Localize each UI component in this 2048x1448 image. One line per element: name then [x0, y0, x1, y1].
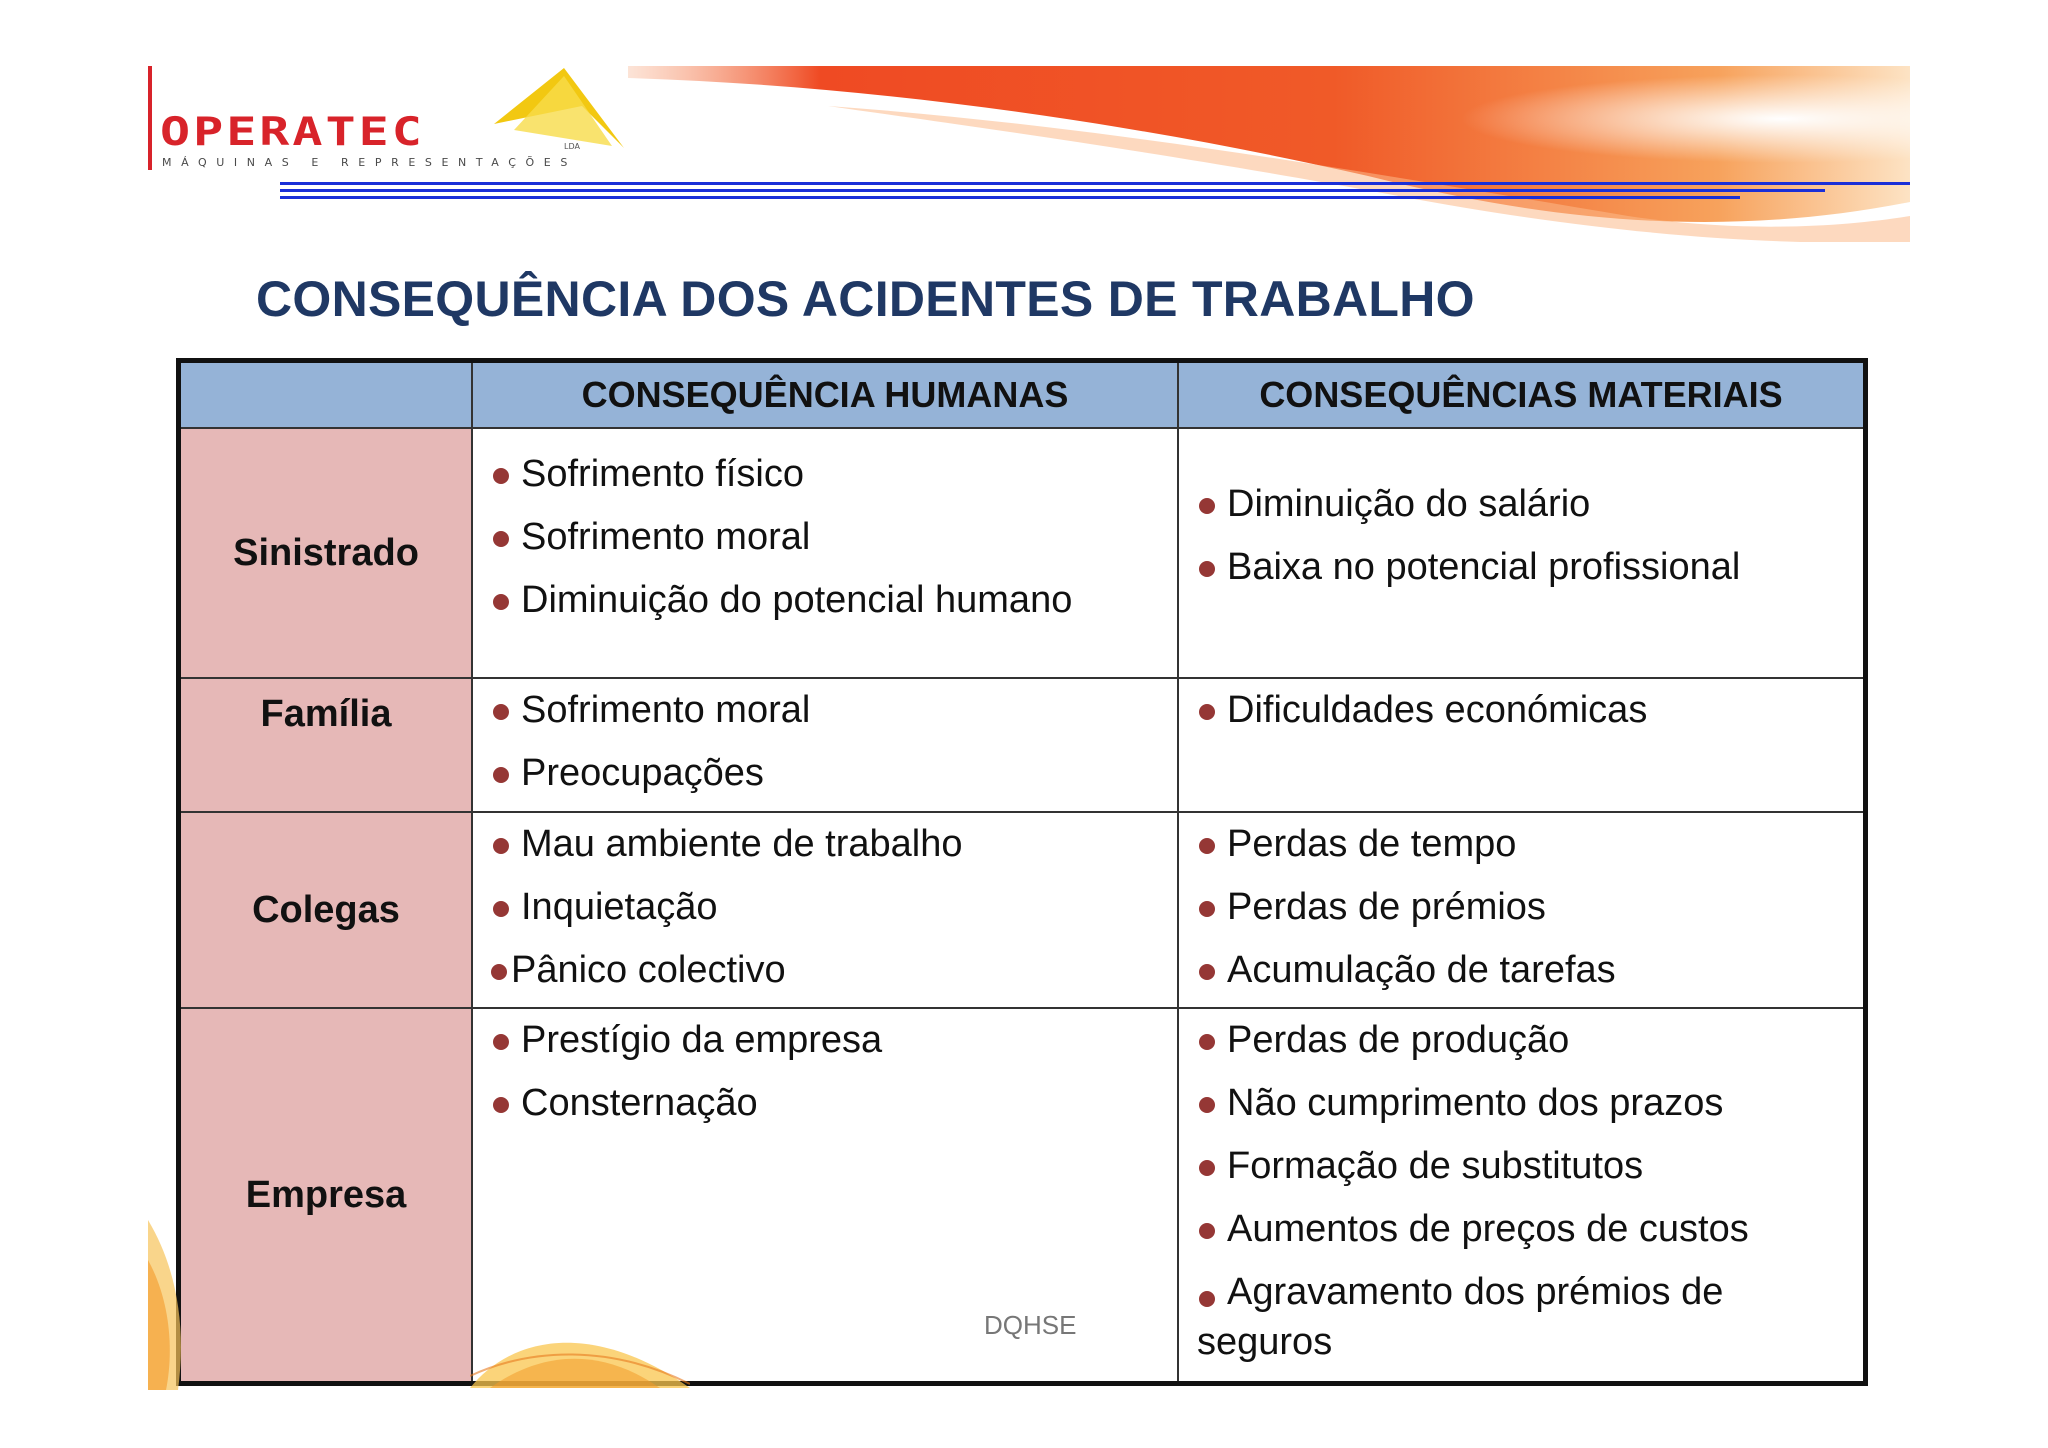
row-label-empresa: Empresa — [181, 1009, 473, 1381]
list-item: Inquietação — [491, 876, 1177, 939]
list-item: Diminuição do salário — [1197, 473, 1863, 536]
list-item: Dificuldades económicas — [1197, 679, 1863, 742]
row-label-sinistrado: Sinistrado — [181, 429, 473, 679]
list-item: Pânico colectivo — [491, 939, 1177, 1002]
cell-familia-materiais — [1179, 679, 1863, 813]
list-item: Acumulação de tarefas — [1197, 939, 1863, 1002]
cell-sinistrado-materiais — [1179, 429, 1863, 679]
logo-roof-icon — [494, 68, 624, 148]
logo-tagline: MÁQUINAS E REPRESENTAÇÕES — [162, 156, 577, 169]
logo-wordmark: OPERATEC — [160, 108, 425, 155]
footer-swoosh-left-graphic — [148, 1220, 188, 1390]
cell-sinistrado-humanas — [473, 429, 1179, 679]
list-item: Diminuição do potencial humano — [491, 569, 1177, 632]
cell-familia-humanas — [473, 679, 1179, 813]
table-header-materiais: CONSEQUÊNCIAS MATERIAIS — [1179, 363, 1863, 429]
header-swoosh-graphic — [628, 66, 1910, 242]
list-item: Mau ambiente de trabalho — [491, 813, 1177, 876]
list-item: Consternação — [491, 1072, 1177, 1135]
footer-tag: DQHSE — [984, 1310, 1077, 1340]
list-item: Prestígio da empresa — [491, 1009, 1177, 1072]
footer-swoosh-graphic — [470, 1318, 690, 1388]
list-item: Sofrimento moral — [491, 506, 1177, 569]
row-label-colegas: Colegas — [181, 813, 473, 1009]
list-item: Aumentos de preços de custos — [1197, 1198, 1863, 1261]
list-item: Perdas de prémios — [1197, 876, 1863, 939]
list-item: Formação de substitutos — [1197, 1135, 1863, 1198]
cell-empresa-materiais — [1179, 1009, 1863, 1381]
list-item: Baixa no potencial profissional — [1197, 536, 1863, 599]
company-logo — [160, 68, 630, 180]
list-item: Não cumprimento dos prazos — [1197, 1072, 1863, 1135]
table-header-humanas: CONSEQUÊNCIA HUMANAS — [473, 363, 1179, 429]
list-item: Preocupações — [491, 742, 1177, 805]
list-item: Sofrimento físico — [491, 443, 1177, 506]
table-header-empty — [181, 363, 473, 429]
header-blue-lines — [280, 180, 1910, 208]
list-item: Perdas de tempo — [1197, 813, 1863, 876]
slide-title: CONSEQUÊNCIA DOS ACIDENTES DE TRABALHO — [256, 271, 1475, 327]
cell-colegas-materiais — [1179, 813, 1863, 1009]
logo-accent-bar — [148, 66, 152, 170]
logo-suffix: LDA — [564, 142, 580, 151]
consequences-table — [176, 358, 1868, 1386]
list-item: Sofrimento moral — [491, 679, 1177, 742]
list-item: Perdas de produção — [1197, 1009, 1863, 1072]
cell-colegas-humanas — [473, 813, 1179, 1009]
row-label-familia: Família — [181, 679, 473, 813]
list-item: Agravamento dos prémios de seguros — [1197, 1261, 1797, 1367]
